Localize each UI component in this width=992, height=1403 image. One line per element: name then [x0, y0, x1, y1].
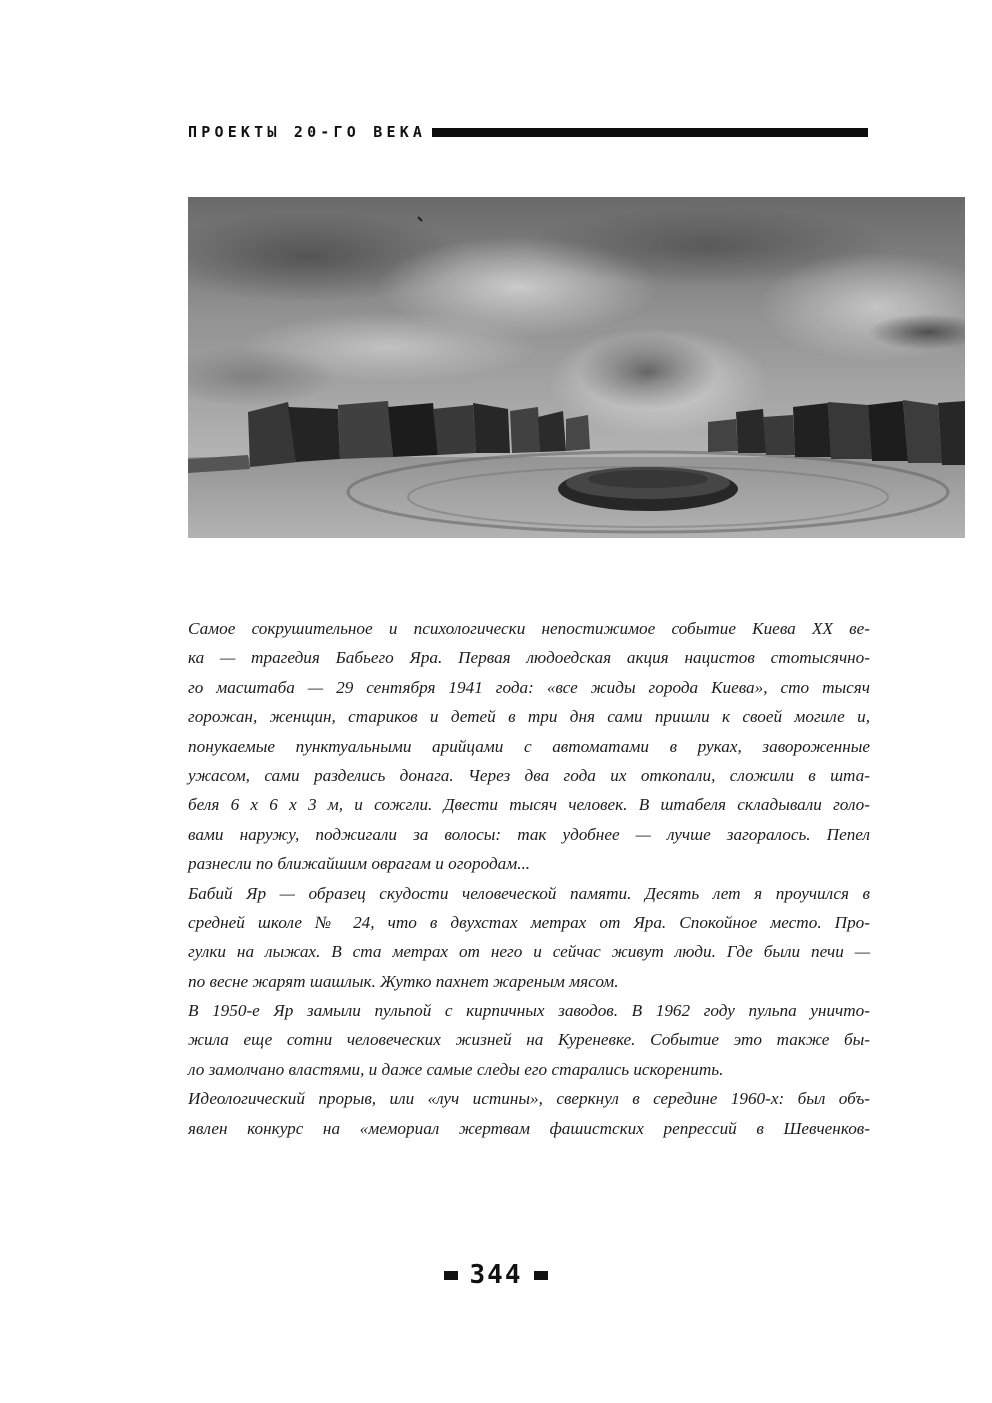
text-line: ло замолчано властями, и даже самые следы его старались искоренить. [188, 1059, 724, 1079]
text-line: горожан, женщин, стариков и детей в три дня сами пришли к своей могиле и, [188, 707, 870, 727]
paragraph [188, 1084, 870, 1143]
text-line: жила еще сотни человеческих жизней на Куреневке. Событие это также бы- [188, 1030, 870, 1050]
text-line: Идеологический прорыв, или «луч истины», сверкнул в середине 1960-х: был объ- [188, 1089, 870, 1109]
paragraph [188, 996, 870, 1084]
text-line: Бабий Яр — образец скудости человеческой памяти. Десять лет я проучился в [188, 883, 870, 903]
page-number-text: 344 [469, 1260, 523, 1290]
running-header [188, 121, 868, 143]
page-number-left-mark [444, 1271, 458, 1280]
text-line: вами наружу, поджигали за волосы: так удобнее — лучше загоралось. Пепел [188, 824, 870, 844]
text-line: ка — трагедия Бабьего Яра. Первая людоедская акция нацистов стотысячно- [188, 648, 870, 668]
text-line: В 1950-е Яр замыли пульпой с кирпичных заводов. В 1962 году пульпа уничто- [188, 1001, 870, 1021]
article-body [188, 614, 870, 1143]
text-line: разнесли по ближайшим оврагам и огородам... [188, 854, 531, 874]
page-number [0, 1262, 992, 1288]
paragraph [188, 879, 870, 997]
text-line: по весне жарят шашлык. Жутко пахнет жареным мясом. [188, 971, 619, 991]
text-line: гулки на лыжах. В ста метрах от него и сейчас живут люди. Где были печи — [188, 942, 870, 962]
memorial-photo [188, 197, 965, 538]
text-line: понукаемые пунктуальными арийцами с автоматами в руках, завороженные [188, 736, 870, 756]
text-line: средней школе № 24, что в двухстах метрах от Яра. Спокойное место. Про- [188, 912, 870, 932]
header-rule [432, 128, 868, 137]
text-line: явлен конкурс на «мемориал жертвам фашистских репрессий в Шевченков- [188, 1118, 870, 1138]
text-line: беля 6 х 6 х 3 м, и сожгли. Двести тысяч человек. В штабеля складывали голо- [188, 795, 870, 815]
text-line: ужасом, сами разделись донага. Через два года их откопали, сложили в шта- [188, 765, 870, 785]
page-number-right-mark [534, 1271, 548, 1280]
text-line: го масштаба — 29 сентября 1941 года: «все жиды города Киева», сто тысяч [188, 677, 870, 697]
text-line: Самое сокрушительное и психологически непостижимое событие Киева XX ве- [188, 619, 870, 638]
paragraph [188, 614, 870, 879]
running-header-title: ПРОЕКТЫ 20-ГО ВЕКА [188, 122, 427, 141]
memorial-photo-drawing [188, 197, 965, 538]
